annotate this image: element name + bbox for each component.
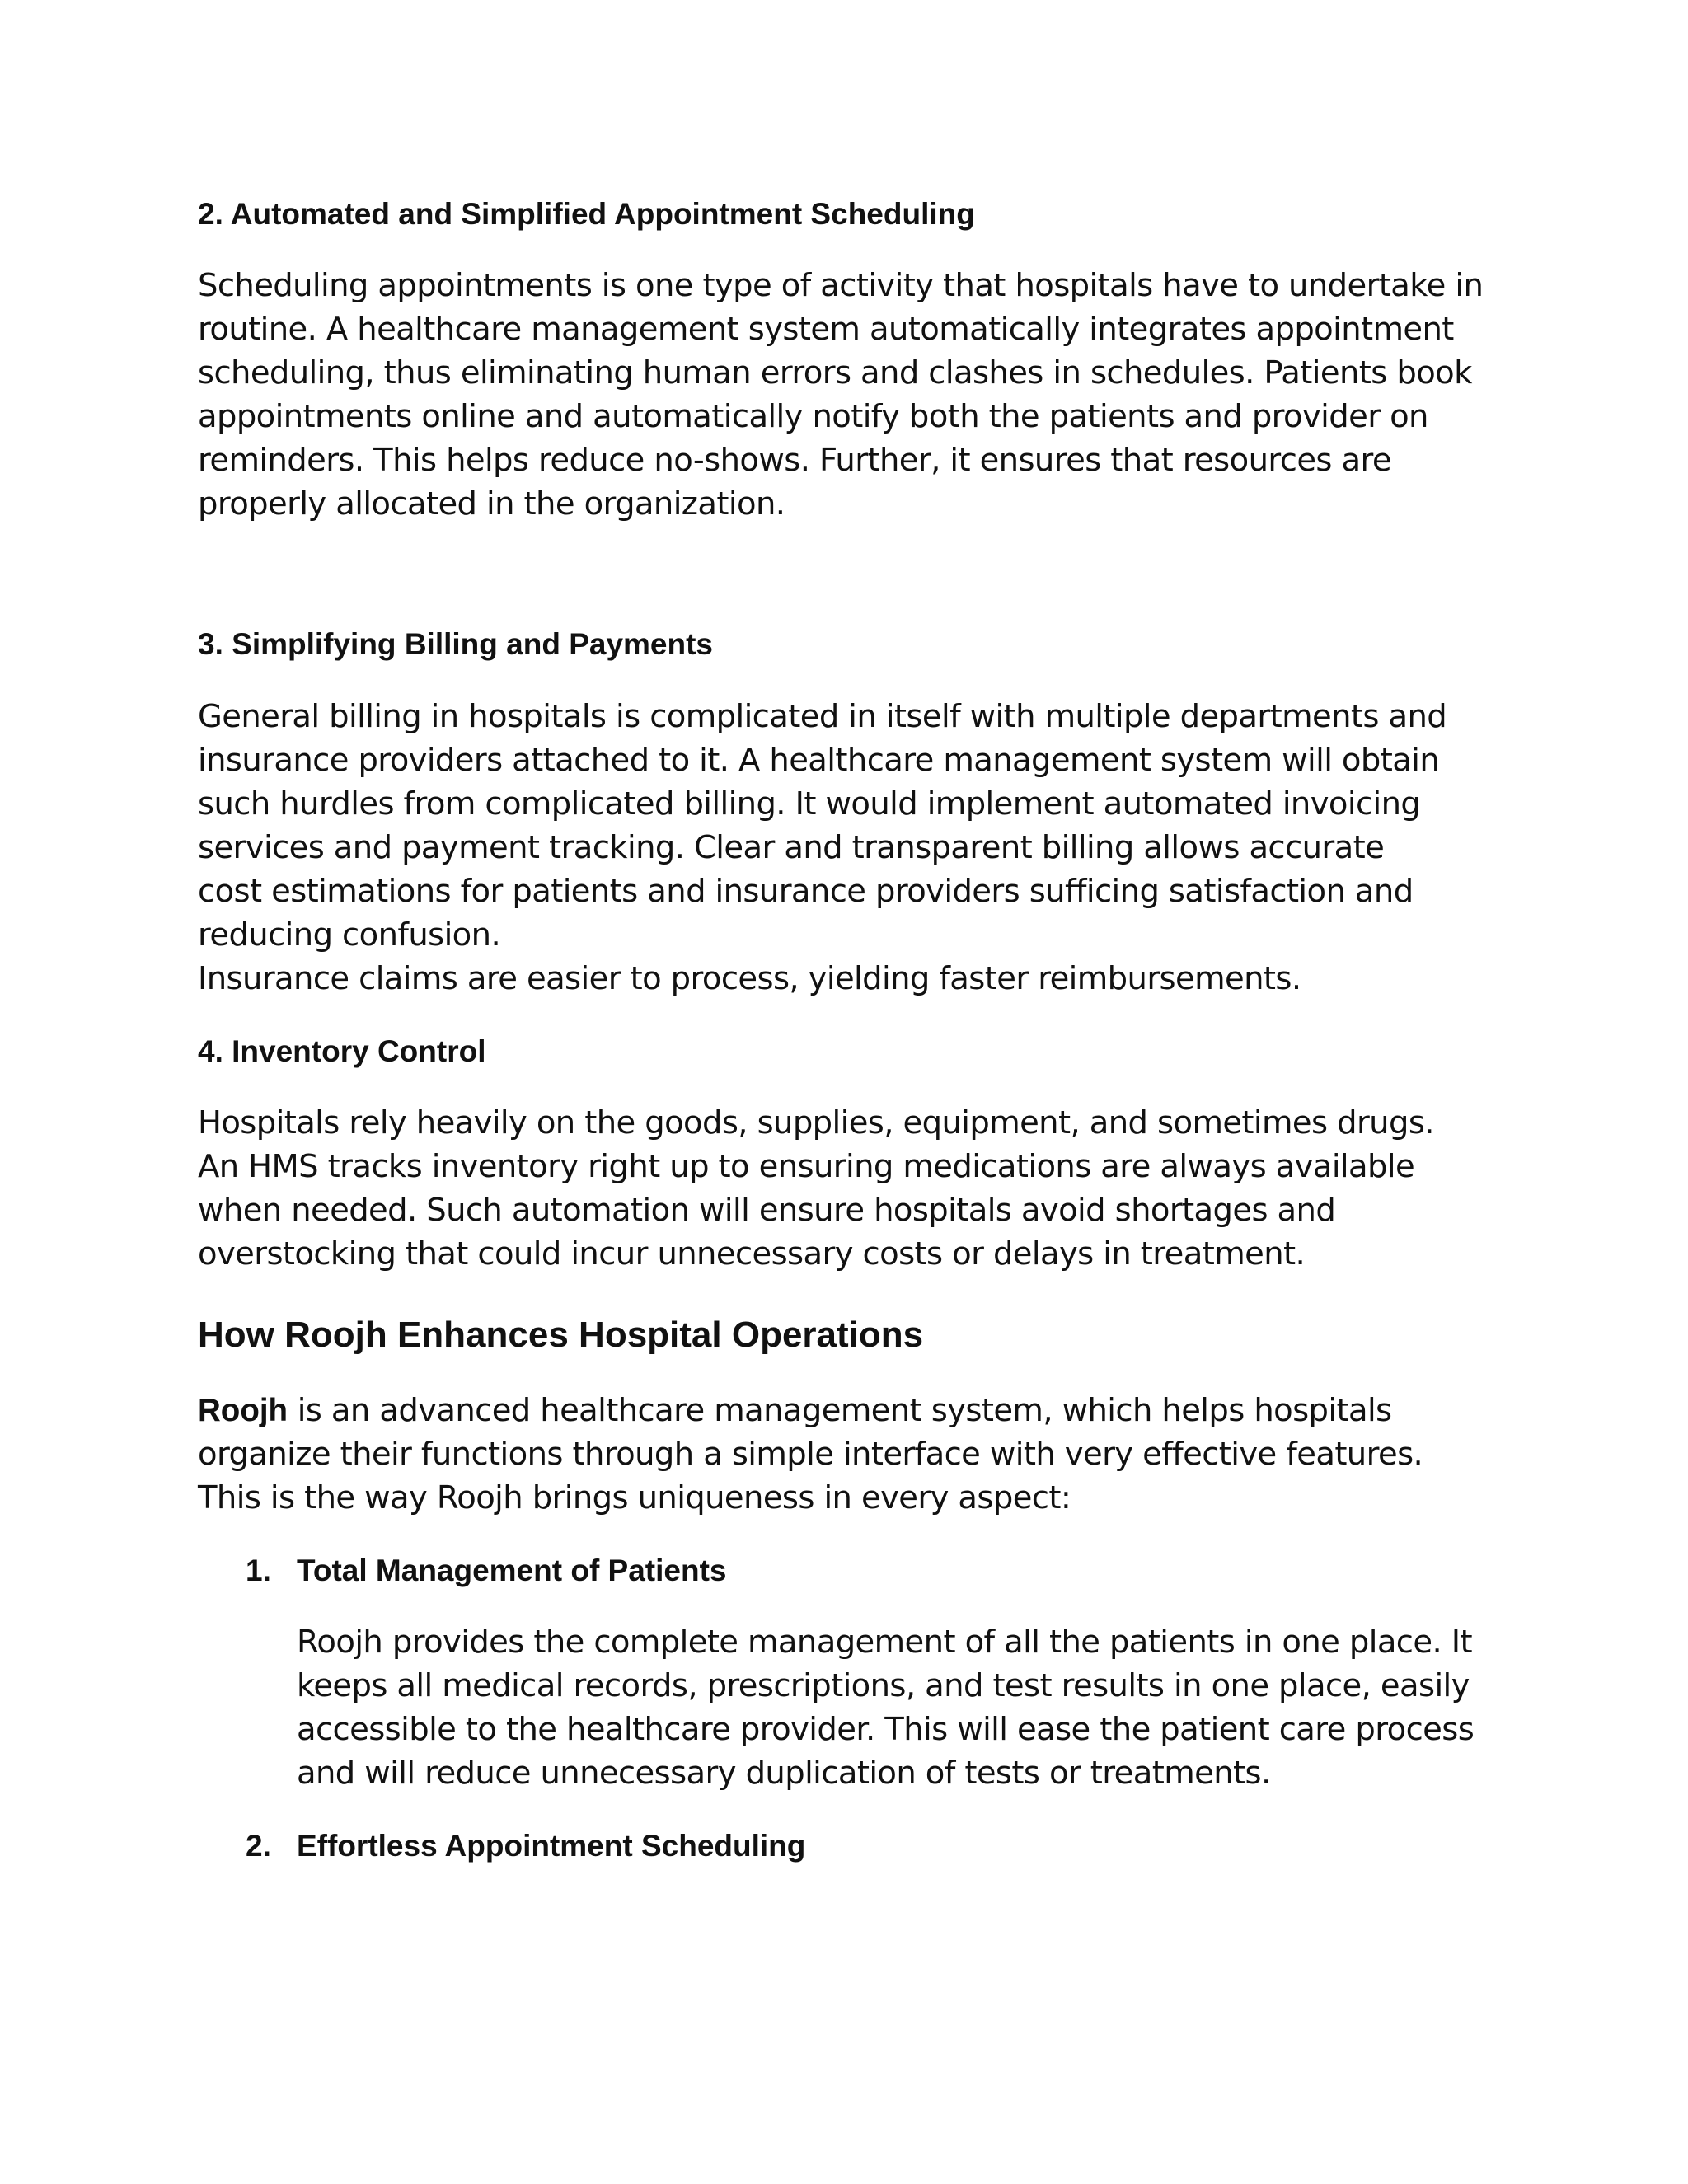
section-heading-roojh: How Roojh Enhances Hospital Operations — [198, 1315, 924, 1356]
list-item-number: 1. — [246, 1553, 271, 1587]
section-paragraph-roojh — [198, 1389, 1484, 1520]
section-paragraph-billing: General billing in hospitals is complicated in itself with multiple departments and insurance providers attached to it. A healthcare management system will obtain such hurdles from complicated billing. It would implement automated invoicing services and payment tracking. Clear and transparent billing allows accurate cost estimations for patients and insurance providers sufficing satisfaction and reducing confusion. — [198, 697, 1447, 954]
section-paragraph-billing-claims: Insurance claims are easier to process, yielding faster reimbursements. — [198, 959, 1301, 997]
list-item-number: 2. — [246, 1829, 271, 1863]
list-item-paragraph: Roojh provides the complete management of all the patients in one place. It keeps all medical records, prescriptions, and test results in one place, easily accessible to the healthcare provider. This will ease the patient care process and will reduce unnecessary duplication of tests or treatments. — [297, 1624, 1475, 1793]
roojh-intro-text: is an advanced healthcare management system, which helps hospitals organize their functions through a simple interface with very effective features. This is the way Roojh brings uniqueness in every aspect: — [198, 1391, 1423, 1516]
section-heading-inventory: 4. Inventory Control — [198, 1033, 486, 1068]
list-item-title: Total Management of Patients — [297, 1553, 727, 1587]
section-paragraph-inventory: Hospitals rely heavily on the goods, supplies, equipment, and sometimes drugs. An HMS tracks inventory right up to ensuring medications are always available when needed. Such automation will ensure hospitals avoid shortages and overstocking that could incur unnecessary costs or delays in treatment. — [198, 1104, 1434, 1273]
brand-name: Roojh — [198, 1392, 288, 1428]
list-item — [198, 1553, 1500, 1795]
section-heading-billing: 3. Simplifying Billing and Payments — [198, 627, 714, 662]
list-item — [198, 1828, 1500, 1864]
section-paragraph-appointment-scheduling: Scheduling appointments is one type of activity that hospitals have to undertake in routine. A healthcare management system automatically integrates appointment scheduling, thus eliminating human errors and clashes in schedules. Patients book appointments online and automatically notify both the patients and provider on reminders. This helps reduce no-shows. Further, it ensures that resources are properly allocated in the organization. — [198, 267, 1484, 523]
section-heading-appointment-scheduling: 2. Automated and Simplified Appointment Scheduling — [198, 197, 975, 231]
document-page — [198, 196, 1500, 1865]
list-item-title: Effortless Appointment Scheduling — [297, 1829, 806, 1863]
